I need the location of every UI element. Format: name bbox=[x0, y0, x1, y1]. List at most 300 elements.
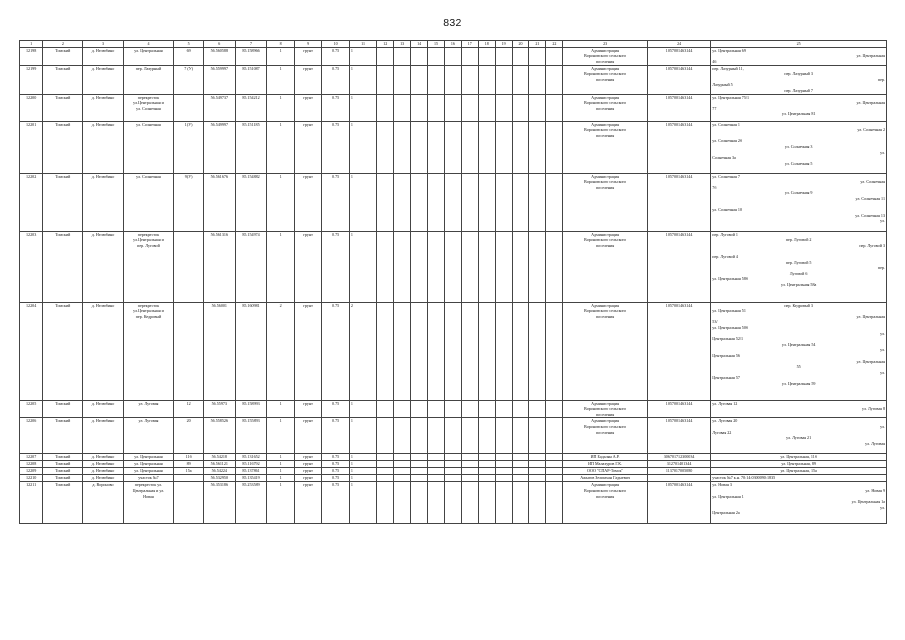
empty-cell bbox=[495, 121, 512, 173]
address-cell bbox=[123, 475, 174, 482]
served-address-line: Лазурный 5 bbox=[712, 82, 733, 88]
empty-cell bbox=[377, 173, 394, 231]
locality-cell: д. Нелюбино bbox=[83, 94, 123, 121]
empty-cell bbox=[394, 468, 411, 475]
served-address-line: ул. Центральная bbox=[856, 313, 885, 319]
empty-cell bbox=[478, 121, 495, 173]
empty-cell bbox=[428, 231, 445, 302]
empty-cell bbox=[495, 454, 512, 461]
area-cell: 0.75 bbox=[322, 65, 349, 94]
col11-cell: 1 bbox=[349, 65, 376, 94]
address-cell bbox=[123, 231, 174, 302]
served-address-line: участок №7 к.н. 70:14:0300090:1835 bbox=[712, 475, 776, 481]
locality-cell: д. Нелюбино bbox=[83, 475, 123, 482]
col8-cell: 1 bbox=[267, 65, 294, 94]
empty-cell bbox=[529, 173, 546, 231]
owner-cell bbox=[563, 400, 648, 418]
house-cell bbox=[174, 475, 204, 482]
empty-cell bbox=[411, 173, 428, 231]
empty-cell bbox=[495, 65, 512, 94]
empty-cell bbox=[512, 121, 529, 173]
served-address-line: ул. Солнечная 2б bbox=[712, 138, 743, 144]
address-cell-line: пер. Кедровый bbox=[135, 313, 162, 319]
served-address-line: пер. Луговой 3 bbox=[859, 242, 885, 248]
owner-cell-line: Вороновского сельского bbox=[583, 423, 627, 429]
col11-cell: 1 bbox=[349, 173, 376, 231]
header-cell: 9 bbox=[294, 41, 321, 48]
empty-cell bbox=[394, 454, 411, 461]
header-cell: 19 bbox=[495, 41, 512, 48]
owner-cell-line: ООО "СПАР-Томск" bbox=[587, 468, 624, 474]
surface-cell: грунт bbox=[294, 173, 321, 231]
district-cell: Томский bbox=[43, 302, 83, 400]
district-cell: Томский bbox=[43, 94, 83, 121]
empty-cell bbox=[546, 65, 563, 94]
owner-cell-line: поселения bbox=[595, 411, 615, 417]
address-cell bbox=[123, 302, 174, 400]
owner-cell-line: Администрация bbox=[591, 47, 620, 53]
longitude-cell: 85.135419 bbox=[235, 475, 267, 482]
empty-cell bbox=[529, 65, 546, 94]
row-id-cell: 12210 bbox=[20, 475, 43, 482]
owner-cell-line: Вороновского сельского bbox=[583, 308, 627, 314]
empty-cell bbox=[529, 400, 546, 418]
served-address-line: ул. Солнечная 13 bbox=[855, 212, 885, 218]
district-cell: Томский bbox=[43, 65, 83, 94]
address-cell-line: ул.Центральная и bbox=[133, 100, 164, 106]
address-cell bbox=[123, 65, 174, 94]
owner-cell bbox=[563, 173, 648, 231]
address-cell bbox=[123, 94, 174, 121]
table-row bbox=[20, 454, 887, 461]
address-cell bbox=[123, 47, 174, 65]
empty-cell bbox=[461, 468, 478, 475]
served-address-line: пер. Кедровый 3 bbox=[784, 302, 813, 308]
header-cell: 17 bbox=[461, 41, 478, 48]
address-cell-line: ул.Центральная и bbox=[133, 308, 164, 314]
owner-cell bbox=[563, 231, 648, 302]
owner-cell-line: Администрация bbox=[591, 400, 620, 406]
served-address-line: ул. Центральная, 89 bbox=[781, 461, 816, 467]
latitude-cell: 56.561121 bbox=[203, 461, 235, 468]
col11-cell: 1 bbox=[349, 121, 376, 173]
empty-cell bbox=[461, 65, 478, 94]
header-cell: 12 bbox=[377, 41, 394, 48]
owner-cell-line: поселения bbox=[595, 184, 615, 190]
empty-cell bbox=[428, 400, 445, 418]
area-cell: 0.75 bbox=[322, 302, 349, 400]
served-address-line: пер. Лазурный 3 bbox=[784, 71, 813, 77]
served-address-line: ул. bbox=[880, 330, 885, 336]
served-address-line: 55 bbox=[796, 364, 801, 370]
empty-cell bbox=[478, 47, 495, 65]
owner-cell-line: Вороновского сельского bbox=[583, 100, 627, 106]
locality-cell: д. Нелюбино bbox=[83, 302, 123, 400]
col11-cell: 2 bbox=[349, 302, 376, 400]
latitude-cell: 56.549997 bbox=[203, 121, 235, 173]
empty-cell bbox=[411, 482, 428, 524]
empty-cell bbox=[394, 482, 411, 524]
table-row bbox=[20, 47, 887, 65]
empty-cell bbox=[394, 65, 411, 94]
owner-cell-line: Администрация bbox=[591, 482, 620, 488]
col11-cell: 1 bbox=[349, 47, 376, 65]
ogrn-cell: 1057001463144 bbox=[647, 418, 710, 454]
header-cell: 15 bbox=[428, 41, 445, 48]
address-cell-line: ул. Солнечная bbox=[136, 121, 161, 127]
served-address-line: ул. Солнечная 10 bbox=[712, 207, 742, 213]
owner-cell-line: Ажыгов Зелимхан Гадыевич bbox=[580, 475, 630, 481]
empty-cell bbox=[512, 468, 529, 475]
area-cell: 0.75 bbox=[322, 400, 349, 418]
empty-cell bbox=[461, 475, 478, 482]
surface-cell: грунт bbox=[294, 302, 321, 400]
owner-cell-line: Вороновского сельского bbox=[583, 406, 627, 412]
empty-cell bbox=[411, 94, 428, 121]
area-cell: 0.75 bbox=[322, 47, 349, 65]
served-address-line: ул. Центральная 69 bbox=[712, 47, 746, 53]
empty-cell bbox=[512, 454, 529, 461]
empty-cell bbox=[444, 482, 461, 524]
row-id-cell: 12202 bbox=[20, 173, 43, 231]
house-cell bbox=[174, 302, 204, 400]
row-id-cell: 12207 bbox=[20, 454, 43, 461]
district-cell: Томский bbox=[43, 475, 83, 482]
ogrn-cell: 1057001463144 bbox=[647, 400, 710, 418]
empty-cell bbox=[478, 94, 495, 121]
empty-cell bbox=[377, 231, 394, 302]
empty-cell bbox=[411, 454, 428, 461]
address-cell-line: пер. Лазурный bbox=[135, 65, 162, 71]
empty-cell bbox=[394, 121, 411, 173]
served-address-line: ул. bbox=[880, 149, 885, 155]
header-cell: 3 bbox=[83, 41, 123, 48]
col11-cell: 1 bbox=[349, 454, 376, 461]
locality-cell: д. Нелюбино bbox=[83, 173, 123, 231]
empty-cell bbox=[546, 47, 563, 65]
latitude-cell: 56.56001 bbox=[203, 302, 235, 400]
served-addresses-cell bbox=[711, 302, 887, 400]
col8-cell: 1 bbox=[267, 400, 294, 418]
empty-cell bbox=[411, 47, 428, 65]
empty-cell bbox=[444, 475, 461, 482]
empty-cell bbox=[529, 454, 546, 461]
empty-cell bbox=[444, 65, 461, 94]
area-cell: 0.75 bbox=[322, 461, 349, 468]
served-address-line: ул. Солнечная 1 bbox=[712, 121, 740, 127]
col8-cell: 1 bbox=[267, 231, 294, 302]
empty-cell bbox=[478, 173, 495, 231]
owner-cell bbox=[563, 475, 648, 482]
district-cell: Томский bbox=[43, 461, 83, 468]
served-address-line: ул. Центральная bbox=[856, 53, 885, 59]
empty-cell bbox=[428, 94, 445, 121]
owner-cell-line: Вороновского сельского bbox=[583, 179, 627, 185]
served-addresses-cell bbox=[711, 121, 887, 173]
row-id-cell: 12199 bbox=[20, 65, 43, 94]
latitude-cell: 56.532950 bbox=[203, 475, 235, 482]
col8-cell: 1 bbox=[267, 418, 294, 454]
empty-cell bbox=[495, 47, 512, 65]
served-addresses-cell bbox=[711, 454, 887, 461]
locality-cell: д. Нелюбино bbox=[83, 400, 123, 418]
col8-cell: 1 bbox=[267, 47, 294, 65]
locality-cell: д. Нелюбино bbox=[83, 65, 123, 94]
house-cell: 89 bbox=[174, 461, 204, 468]
served-address-line: ул. Центральная bbox=[856, 358, 885, 364]
longitude-cell: 85.137861 bbox=[235, 468, 267, 475]
served-address-line: ул. bbox=[880, 369, 885, 375]
col11-cell: 1 bbox=[349, 418, 376, 454]
owner-cell-line: Администрация bbox=[591, 65, 620, 71]
col8-cell: 1 bbox=[267, 94, 294, 121]
served-address-line: пер. bbox=[877, 265, 885, 271]
served-address-line: ул. bbox=[880, 218, 885, 224]
ogrn-cell: 1057001463144 bbox=[647, 94, 710, 121]
served-addresses-cell bbox=[711, 475, 887, 482]
row-id-cell: 12206 bbox=[20, 418, 43, 454]
header-cell: 6 bbox=[203, 41, 235, 48]
served-address-line: пер. Луговой 5 bbox=[785, 259, 812, 265]
empty-cell bbox=[546, 418, 563, 454]
empty-cell bbox=[461, 482, 478, 524]
col8-cell: 1 bbox=[267, 461, 294, 468]
owner-cell-line: Вороновского сельского bbox=[583, 71, 627, 77]
served-address-line: ул. Центральная 58а bbox=[780, 281, 817, 287]
surface-cell: грунт bbox=[294, 454, 321, 461]
longitude-cell: 85.154212 bbox=[235, 94, 267, 121]
col8-cell: 1 bbox=[267, 173, 294, 231]
owner-cell-line: поселения bbox=[595, 313, 615, 319]
empty-cell bbox=[394, 47, 411, 65]
latitude-cell: 56.54224 bbox=[203, 468, 235, 475]
empty-cell bbox=[461, 400, 478, 418]
longitude-cell: 85.158993 bbox=[235, 400, 267, 418]
table-row bbox=[20, 400, 887, 418]
district-cell: Томский bbox=[43, 231, 83, 302]
served-address-line: ул. Центральная 1а bbox=[851, 499, 885, 505]
table-row bbox=[20, 94, 887, 121]
address-cell-line: ул. Луговая bbox=[138, 418, 159, 424]
address-cell bbox=[123, 418, 174, 454]
empty-cell bbox=[444, 461, 461, 468]
longitude-cell: 85.151087 bbox=[235, 65, 267, 94]
address-cell-line: ул. Центральная bbox=[134, 47, 163, 53]
empty-cell bbox=[444, 400, 461, 418]
empty-cell bbox=[461, 173, 478, 231]
empty-cell bbox=[394, 400, 411, 418]
table-row bbox=[20, 482, 887, 524]
latitude-cell: 56.55973 bbox=[203, 400, 235, 418]
row-id-cell: 12203 bbox=[20, 231, 43, 302]
empty-cell bbox=[478, 468, 495, 475]
col8-cell: 1 bbox=[267, 121, 294, 173]
empty-cell bbox=[495, 475, 512, 482]
ogrn-cell: 1057001463144 bbox=[647, 231, 710, 302]
empty-cell bbox=[478, 475, 495, 482]
served-address-line: 7б bbox=[712, 184, 717, 190]
col11-cell: 1 bbox=[349, 400, 376, 418]
surface-cell: грунт bbox=[294, 65, 321, 94]
empty-cell bbox=[394, 461, 411, 468]
row-id-cell: 12198 bbox=[20, 47, 43, 65]
empty-cell bbox=[444, 121, 461, 173]
owner-cell-line: поселения bbox=[595, 493, 615, 499]
empty-cell bbox=[546, 482, 563, 524]
district-cell: Томский bbox=[43, 121, 83, 173]
empty-cell bbox=[411, 475, 428, 482]
house-cell bbox=[174, 482, 204, 524]
col11-cell: 1 bbox=[349, 468, 376, 475]
header-cell: 21 bbox=[529, 41, 546, 48]
empty-cell bbox=[377, 468, 394, 475]
locality-cell: д. Нелюбино bbox=[83, 468, 123, 475]
header-cell: 2 bbox=[43, 41, 83, 48]
empty-cell bbox=[377, 482, 394, 524]
owner-cell-line: Администрация bbox=[591, 231, 620, 237]
empty-cell bbox=[546, 400, 563, 418]
surface-cell: грунт bbox=[294, 418, 321, 454]
house-cell: 15а bbox=[174, 468, 204, 475]
address-cell bbox=[123, 121, 174, 173]
served-address-line: пер. Лазурный 11, bbox=[712, 65, 744, 71]
locality-cell: д. Нелюбино bbox=[83, 461, 123, 468]
empty-cell bbox=[444, 468, 461, 475]
empty-cell bbox=[546, 231, 563, 302]
empty-cell bbox=[411, 302, 428, 400]
district-cell: Томский bbox=[43, 454, 83, 461]
row-id-cell: 12211 bbox=[20, 482, 43, 524]
owner-cell-line: Вороновского сельского bbox=[583, 127, 627, 133]
address-cell-line: Центральная и ул. bbox=[132, 487, 165, 493]
empty-cell bbox=[529, 47, 546, 65]
served-address-line: пер. Луговой 4 bbox=[712, 253, 738, 259]
served-addresses-cell bbox=[711, 65, 887, 94]
served-address-line: Центральная 52/1 bbox=[712, 336, 744, 342]
empty-cell bbox=[428, 121, 445, 173]
table-row bbox=[20, 475, 887, 482]
served-addresses-cell bbox=[711, 173, 887, 231]
house-cell: 69 bbox=[174, 47, 204, 65]
waste-sites-table bbox=[19, 40, 887, 524]
empty-cell bbox=[546, 94, 563, 121]
owner-cell-line: ИП Бадалян А.Р. bbox=[590, 454, 620, 460]
district-cell: Томский bbox=[43, 468, 83, 475]
empty-cell bbox=[444, 454, 461, 461]
ogrn-cell: 1057001463144 bbox=[647, 65, 710, 94]
empty-cell bbox=[512, 418, 529, 454]
table-header-row bbox=[20, 41, 887, 48]
owner-cell bbox=[563, 47, 648, 65]
surface-cell: грунт bbox=[294, 121, 321, 173]
ogrn-cell: 306701712300034 bbox=[647, 454, 710, 461]
empty-cell bbox=[428, 468, 445, 475]
served-addresses-cell bbox=[711, 482, 887, 524]
empty-cell bbox=[377, 302, 394, 400]
empty-cell bbox=[394, 173, 411, 231]
latitude-cell: 56.561316 bbox=[203, 231, 235, 302]
served-address-line: ул. Солнечная 9 bbox=[784, 190, 813, 196]
locality-cell: д. Нелюбино bbox=[83, 121, 123, 173]
served-address-line: Луговой 6 bbox=[789, 270, 808, 276]
latitude-cell: 56.353186 bbox=[203, 482, 235, 524]
area-cell: 0.75 bbox=[322, 468, 349, 475]
empty-cell bbox=[377, 47, 394, 65]
owner-cell bbox=[563, 461, 648, 468]
empty-cell bbox=[394, 475, 411, 482]
empty-cell bbox=[394, 418, 411, 454]
empty-cell bbox=[428, 461, 445, 468]
served-address-line: пер. bbox=[877, 76, 885, 82]
page-number: 832 bbox=[443, 17, 462, 29]
served-address-line: ул. Центральная 54 bbox=[781, 341, 816, 347]
empty-cell bbox=[394, 231, 411, 302]
empty-cell bbox=[512, 94, 529, 121]
header-cell: 24 bbox=[647, 41, 710, 48]
served-address-line: ул. Солнечная bbox=[860, 179, 885, 185]
row-id-cell: 12204 bbox=[20, 302, 43, 400]
empty-cell bbox=[428, 454, 445, 461]
owner-cell-line: Администрация bbox=[591, 121, 620, 127]
header-cell: 13 bbox=[394, 41, 411, 48]
empty-cell bbox=[546, 475, 563, 482]
house-cell: 20 bbox=[174, 418, 204, 454]
served-addresses-cell bbox=[711, 418, 887, 454]
served-addresses-cell bbox=[711, 400, 887, 418]
owner-cell bbox=[563, 302, 648, 400]
longitude-cell: 85.160981 bbox=[235, 302, 267, 400]
empty-cell bbox=[512, 482, 529, 524]
owner-cell-line: поселения bbox=[595, 58, 615, 64]
empty-cell bbox=[512, 302, 529, 400]
owner-cell bbox=[563, 468, 648, 475]
served-address-line: ул. bbox=[880, 347, 885, 353]
house-cell: 12 bbox=[174, 400, 204, 418]
address-cell bbox=[123, 454, 174, 461]
empty-cell bbox=[428, 482, 445, 524]
col11-cell: 1 bbox=[349, 461, 376, 468]
address-cell-line: Новая bbox=[143, 493, 154, 499]
locality-cell: д. Нелюбино bbox=[83, 418, 123, 454]
served-address-line: Центральная 2а bbox=[712, 510, 740, 516]
empty-cell bbox=[478, 231, 495, 302]
address-cell-line: перекресток bbox=[137, 94, 160, 100]
address-cell-line: ул. Центральная bbox=[134, 468, 163, 474]
empty-cell bbox=[529, 482, 546, 524]
empty-cell bbox=[546, 121, 563, 173]
empty-cell bbox=[377, 418, 394, 454]
empty-cell bbox=[444, 418, 461, 454]
empty-cell bbox=[512, 400, 529, 418]
longitude-cell: 85.131652 bbox=[235, 454, 267, 461]
house-cell: 9(У) bbox=[174, 173, 204, 231]
owner-cell-line: Администрация bbox=[591, 418, 620, 424]
longitude-cell: 85.154882 bbox=[235, 173, 267, 231]
served-address-line: Луговая 22 bbox=[712, 429, 732, 435]
empty-cell bbox=[461, 454, 478, 461]
served-addresses-cell bbox=[711, 94, 887, 121]
owner-cell bbox=[563, 454, 648, 461]
served-address-line: Центральная 57 bbox=[712, 375, 740, 381]
empty-cell bbox=[478, 461, 495, 468]
owner-cell-line: Вороновского сельского bbox=[583, 487, 627, 493]
empty-cell bbox=[444, 47, 461, 65]
owner-cell-line: Вороновского сельского bbox=[583, 237, 627, 243]
latitude-cell: 56.558526 bbox=[203, 418, 235, 454]
locality-cell: д. Нелюбино bbox=[83, 47, 123, 65]
header-cell: 5 bbox=[174, 41, 204, 48]
empty-cell bbox=[411, 231, 428, 302]
